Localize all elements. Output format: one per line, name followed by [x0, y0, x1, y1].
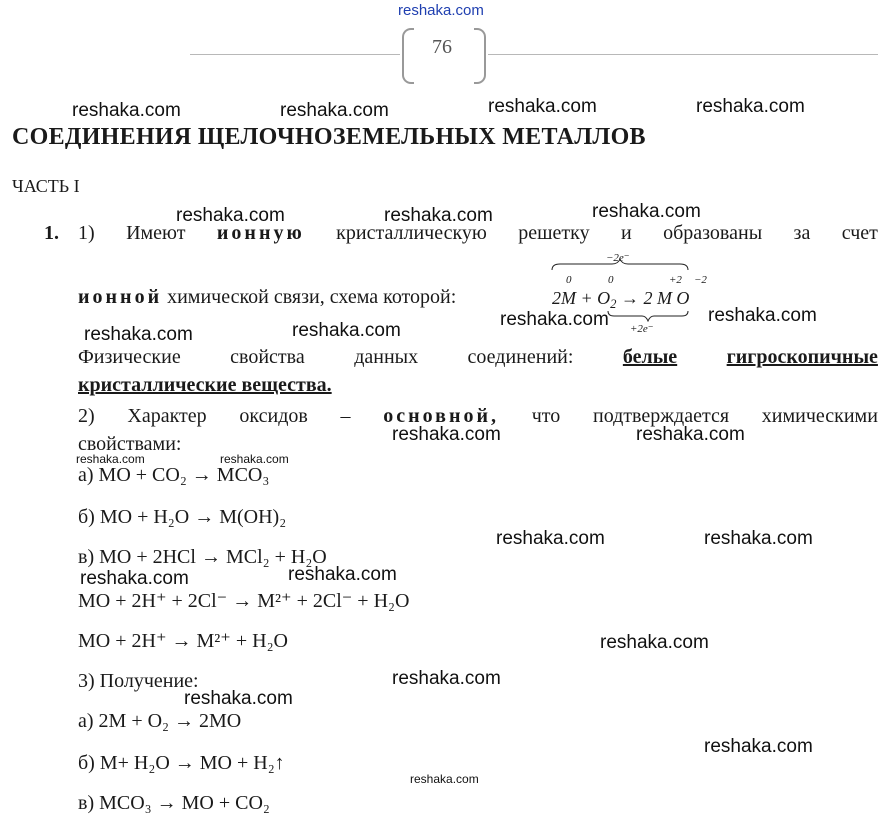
- watermark[interactable]: reshaka.com: [708, 305, 817, 326]
- watermark-top[interactable]: reshaka.com: [398, 2, 484, 19]
- watermark[interactable]: reshaka.com: [384, 205, 493, 226]
- bonding-line-1: 1) Имеют ионную кристаллическую решетку и образованы за счет: [78, 222, 878, 244]
- watermark[interactable]: reshaka.com: [76, 452, 145, 466]
- header-rule-right: [488, 54, 878, 55]
- part-heading: ЧАСТЬ I: [12, 176, 80, 196]
- page-number: 76: [432, 36, 452, 58]
- preparation-a: а) 2M + O₂ → 2MO: [78, 710, 242, 732]
- watermark[interactable]: reshaka.com: [636, 424, 745, 445]
- watermark[interactable]: reshaka.com: [292, 320, 401, 341]
- watermark[interactable]: reshaka.com: [288, 564, 397, 585]
- redox-equation: $2M + O_2 \to 2$ M O: [552, 288, 690, 311]
- watermark[interactable]: reshaka.com: [80, 568, 189, 589]
- physical-properties-line-1: Физические свойства данных соединений: белые гигроскопичные: [78, 346, 878, 368]
- header-rule-left: [190, 54, 400, 55]
- oxides-character-line-1: 2) Характер оксидов – основной, что подтверждается химическими: [78, 405, 878, 427]
- watermark[interactable]: reshaka.com: [392, 668, 501, 689]
- watermark[interactable]: reshaka.com: [704, 736, 813, 757]
- watermark[interactable]: reshaka.com: [600, 632, 709, 653]
- ox-state-o2: 0: [608, 274, 614, 286]
- ionic-short-equation: MO + 2H⁺ → M²⁺ + H₂O: [78, 630, 288, 652]
- preparation-v: в) MCO₃ → MO + CO₂: [78, 792, 270, 814]
- reaction-a: а) MO + CO₂ → MCO₃: [78, 464, 270, 486]
- watermark[interactable]: reshaka.com: [592, 201, 701, 222]
- oxides-character-line-2: свойствами:: [78, 433, 182, 455]
- watermark[interactable]: reshaka.com: [84, 324, 193, 345]
- watermark[interactable]: reshaka.com: [280, 100, 389, 121]
- electrons-gained: +2e⁻: [630, 323, 654, 335]
- watermark[interactable]: reshaka.com: [704, 528, 813, 549]
- preparation-heading: 3) Получение:: [78, 670, 199, 692]
- bonding-line-2: ионной химической связи, схема которой:: [78, 286, 457, 308]
- physical-properties-line-2: кристаллические вещества.: [78, 374, 332, 396]
- section-title: СОЕДИНЕНИЯ ЩЕЛОЧНОЗЕМЕЛЬНЫХ МЕТАЛЛОВ: [12, 124, 646, 150]
- ox-state-m: 0: [566, 274, 572, 286]
- preparation-b: б) M+ H₂O → MO + H₂↑: [78, 752, 285, 774]
- ox-state-m-product: +2: [669, 274, 682, 286]
- watermark[interactable]: reshaka.com: [72, 100, 181, 121]
- reaction-b: б) MO + H₂O → M(OH)₂: [78, 506, 287, 528]
- electrons-lost: −2e⁻: [606, 252, 630, 264]
- electron-brace-bottom: [606, 310, 690, 322]
- ox-state-o-product: −2: [694, 274, 707, 286]
- watermark[interactable]: reshaka.com: [410, 772, 479, 786]
- ionic-full-equation: MO + 2H⁺ + 2Cl⁻ → M²⁺ + 2Cl⁻ + H₂O: [78, 590, 410, 612]
- reaction-v: в) MO + 2HCl → MCl₂ + H₂O: [78, 546, 327, 568]
- task-number: 1.: [44, 222, 59, 244]
- watermark[interactable]: reshaka.com: [696, 96, 805, 117]
- watermark[interactable]: reshaka.com: [500, 309, 609, 330]
- watermark[interactable]: reshaka.com: [392, 424, 501, 445]
- watermark[interactable]: reshaka.com: [220, 452, 289, 466]
- page-number-bracket-right: [474, 28, 486, 84]
- watermark[interactable]: reshaka.com: [496, 528, 605, 549]
- watermark[interactable]: reshaka.com: [176, 205, 285, 226]
- page-number-bracket-left: [402, 28, 414, 84]
- watermark[interactable]: reshaka.com: [184, 688, 293, 709]
- watermark[interactable]: reshaka.com: [488, 96, 597, 117]
